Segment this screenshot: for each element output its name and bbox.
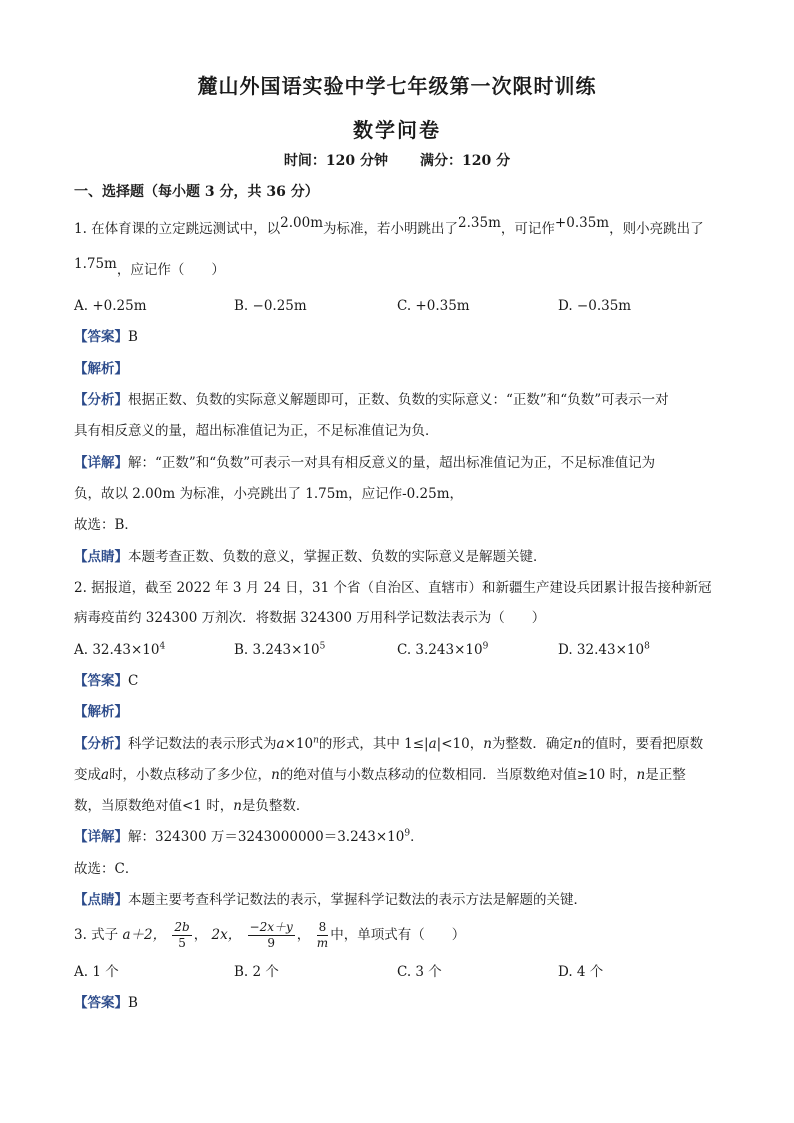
q1-option-a: A. +0.25m: [74, 298, 147, 314]
fraction-numerator: 8: [318, 920, 327, 934]
q2-choose: 故选：C．: [74, 861, 139, 877]
math-var: n: [636, 767, 646, 783]
q2-stem-line2: 病毒疫苗约 324300 万剂次．将数据 324300 万用科学记数法表示为（ ）: [74, 610, 546, 626]
q1-value-record: +0.35m: [554, 215, 610, 231]
section-heading: 一、选择题（每小题 3 分，共 36 分）: [74, 184, 319, 200]
math-var: n: [313, 735, 319, 746]
q2-answer: [74, 671, 754, 691]
q1-option-d: D. −0.35m: [558, 298, 632, 314]
fraction-numerator: 2b: [174, 920, 190, 934]
q2-fenxi-line1: [74, 734, 754, 754]
answer-tag: 【答案】: [74, 329, 128, 345]
fenxi-text: 的值时，要看把原数: [581, 736, 704, 752]
fenxi-text: ×10: [284, 736, 314, 752]
q1-text: ，则小亮跳出了: [609, 221, 704, 237]
q1-text: 1. 在体育课的立定跳远测试中，以: [74, 221, 281, 237]
time-label: 时间：120 分钟: [283, 153, 388, 169]
q1-text: ，应记作（ ）: [116, 262, 225, 278]
q2-option-a: [74, 640, 165, 660]
exam-info: [0, 150, 794, 170]
q1-text: ，可记作: [500, 221, 555, 237]
fenxi-text: 是正整: [645, 767, 686, 783]
fenxi-text: 的绝对值与小数点移动的位数相同．当原数绝对值≥10 时，: [279, 767, 637, 783]
option-text: A. 32.43×10: [74, 642, 160, 658]
q1-text: 为标准，若小明跳出了: [323, 221, 459, 237]
fenxi-tag: 【分析】: [74, 736, 128, 752]
fenxi-text: 变成: [74, 767, 101, 783]
q1-analysis-tag: [74, 359, 754, 379]
dianjing-text: 本题考查正数、负数的意义，掌握正数、负数的实际意义是解题关键．: [128, 549, 547, 565]
fraction-denominator: 9: [267, 936, 275, 950]
math-var: a: [428, 736, 437, 752]
q3-option-a: A. 1 个: [74, 964, 119, 980]
answer-tag: 【答案】: [74, 673, 128, 689]
fenxi-text: 时，小数点移动了多少位，: [109, 767, 272, 783]
fenxi-text: 数，当原数绝对值<1 时，: [74, 798, 234, 814]
xiangjie-text: ．: [410, 829, 424, 845]
exam-subtitle: 数学问卷: [353, 118, 441, 142]
q1-value-standard: 2.00m: [280, 215, 324, 231]
fenxi-text: |<10，: [436, 736, 484, 752]
xiangjie-tag: 【详解】: [74, 455, 128, 471]
q1-option-b: B. −0.25m: [234, 298, 307, 314]
q1-value-xiaoming: 2.35m: [458, 215, 501, 231]
q3-option-b: B. 2 个: [234, 964, 279, 980]
q1-stem-line1: [74, 215, 754, 239]
q2-stem-line1: 2. 据报道，截至 2022 年 3 月 24 日，31 个省（自治区、直辖市）和新疆生产建设兵团累计报告接种新冠: [74, 580, 712, 596]
score-label: 满分：120 分: [420, 153, 511, 169]
dianjing-tag: 【点睛】: [74, 549, 128, 565]
q2-fenxi-line2: [74, 765, 754, 785]
xiangjie-text: 解：“正数”和“负数”可表示一对具有相反意义的量，超出标准值记为正，不足标准值记为: [128, 455, 656, 471]
q2-dianjing: [74, 890, 754, 910]
q3-expression: 2x，: [211, 927, 242, 943]
q1-stem-line2: [74, 256, 754, 280]
q3-answer: [74, 993, 754, 1013]
fenxi-text: 根据正数、负数的实际意义解题即可，正数、负数的实际意义：“正数”和“负数”可表示一对: [128, 392, 669, 408]
xiangjie-exponent: 9: [404, 828, 411, 839]
option-exponent: 5: [319, 641, 326, 652]
fenxi-text: 是负整数．: [241, 798, 310, 814]
answer-value: B: [128, 329, 138, 345]
q2-analysis-tag: [74, 702, 754, 722]
q3-expression: a＋2，: [122, 927, 167, 943]
answer-value: C: [128, 673, 139, 689]
fraction-denominator: m: [316, 936, 329, 950]
analysis-tag: 【解析】: [74, 361, 128, 377]
q1-xiangjie-line1: [74, 453, 754, 473]
q3-text: 中，单项式有（ ）: [330, 927, 466, 943]
q1-xiangjie-line2: 负，故以 2.00m 为标准，小亮跳出了 1.75m，应记作-0.25m，: [74, 486, 464, 502]
option-exponent: 4: [159, 641, 166, 652]
q1-dianjing: [74, 547, 754, 567]
q2-option-b: [234, 640, 325, 660]
option-text: B. 3.243×10: [234, 642, 320, 658]
option-exponent: 8: [644, 641, 650, 652]
math-var: n: [233, 798, 242, 814]
xiangjie-tag: 【详解】: [74, 829, 128, 845]
dianjing-text: 本题主要考查科学记数法的表示，掌握科学记数法的表示方法是解题的关键．: [128, 892, 587, 908]
xiangjie-text: 解：324300 万＝3243000000＝3.243×10: [128, 829, 405, 845]
answer-value: B: [128, 995, 138, 1011]
q3-fraction-1: [172, 920, 191, 951]
q1-option-c: C. +0.35m: [397, 298, 470, 314]
fenxi-tag: 【分析】: [74, 392, 128, 408]
math-var: n: [483, 736, 492, 752]
q3-fraction-3: [317, 920, 329, 951]
exam-title: 麓山外国语实验中学七年级第一次限时训练: [197, 74, 597, 98]
option-text: C. 3.243×10: [397, 642, 483, 658]
q1-answer: [74, 327, 754, 347]
fraction-numerator: −2x＋y: [249, 920, 293, 934]
q1-fenxi-line2: 具有相反意义的量，超出标准值记为正，不足标准值记为负．: [74, 423, 439, 439]
math-var: a: [101, 767, 110, 783]
fenxi-text: 为整数．确定: [491, 736, 573, 752]
q3-separator: ，: [193, 927, 208, 943]
dianjing-tag: 【点睛】: [74, 892, 128, 908]
q2-option-d: [558, 640, 650, 660]
fenxi-text: 科学记数法的表示形式为: [128, 736, 277, 752]
q3-option-c: C. 3 个: [397, 964, 442, 980]
q1-fenxi-line1: [74, 390, 754, 410]
q2-fenxi-line3: [74, 796, 754, 816]
q3-option-d: D. 4 个: [558, 964, 604, 980]
q1-value-xiaoliang: 1.75m: [74, 256, 117, 272]
option-exponent: 9: [482, 641, 489, 652]
fraction-denominator: 5: [178, 936, 186, 950]
analysis-tag: 【解析】: [74, 704, 128, 720]
math-var: n: [271, 767, 280, 783]
q2-option-c: [397, 640, 488, 660]
q3-text: 3. 式子: [74, 927, 119, 943]
q2-xiangjie: [74, 827, 754, 847]
q3-fraction-2: [248, 920, 295, 951]
fenxi-text: 的形式，其中 1≤|: [318, 736, 429, 752]
answer-tag: 【答案】: [74, 995, 128, 1011]
q3-stem: [74, 920, 754, 951]
q1-choose: 故选：B．: [74, 517, 138, 533]
option-text: D. 32.43×10: [558, 642, 645, 658]
math-var: n: [572, 736, 582, 752]
math-var: a: [276, 736, 285, 752]
q3-separator: ，: [296, 927, 311, 943]
